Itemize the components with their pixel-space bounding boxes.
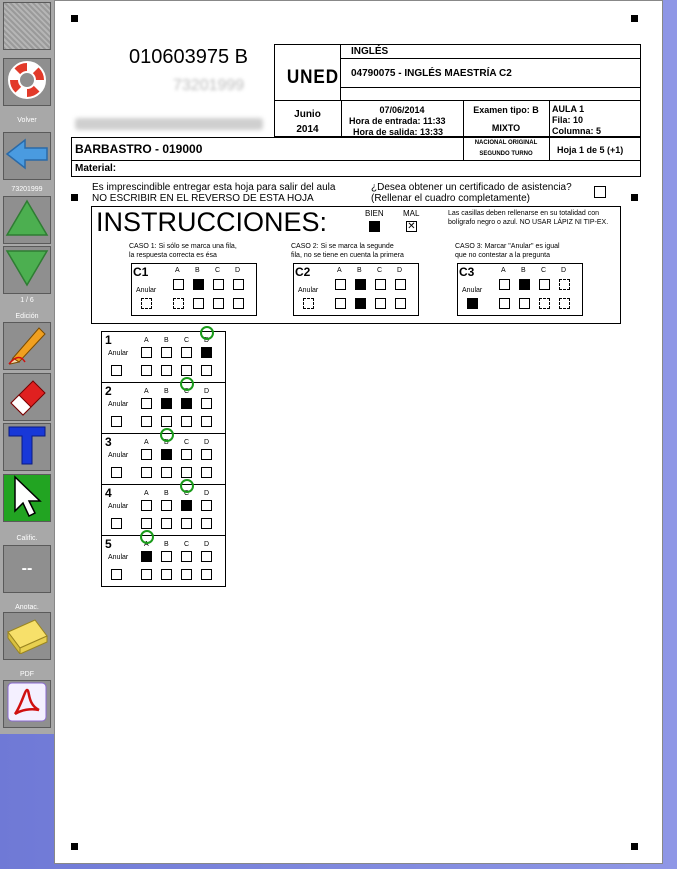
blurred-code: 73201999 [173,77,245,94]
cancel-label: Anular [108,503,129,510]
uned-logo: UNED [286,67,339,88]
sticky-note-icon [5,614,49,659]
example-checkbox [233,279,244,290]
example-case-label: C3 [459,265,475,279]
notes-label: Anotac. [15,604,39,611]
toolbar-sidebar [0,0,55,734]
column-letter: D [204,337,210,344]
answer-checkbox[interactable] [141,347,152,358]
national-1: NACIONAL ORIGINAL [474,140,538,146]
column-letter: C [184,490,190,497]
student-code-label: 73201999 [11,186,43,193]
pencil-tool-button[interactable] [3,322,51,370]
registration-mark [631,843,638,850]
notes-button[interactable] [3,612,51,660]
pdf-icon [5,680,49,729]
example-checkbox [499,298,510,309]
column-letter: B [357,267,362,274]
example-checkbox [193,279,204,290]
question-number: 3 [105,435,112,449]
example-checkbox [213,279,224,290]
answer-checkbox[interactable] [181,398,192,409]
correct-answer-ring [180,479,194,493]
eraser-icon [5,373,49,422]
column-letter: A [144,388,149,395]
example-case-label: C1 [133,265,149,279]
pdf-button[interactable] [3,680,51,728]
column-letter: D [235,267,241,274]
answer-checkbox-second-row[interactable] [201,518,212,529]
answer-checkbox-second-row[interactable] [201,365,212,376]
triangle-down-icon [5,248,49,293]
column-letter: D [204,439,210,446]
eraser-tool-button[interactable] [3,373,51,421]
sheet-number: Hoja 1 de 5 (+1) [557,145,624,155]
answer-checkbox-second-row[interactable] [161,365,172,376]
certificate-checkbox[interactable] [594,186,606,198]
example-checkbox [355,279,366,290]
example-checkbox [335,279,346,290]
subject-short-label: INGLÉS [351,46,389,57]
example-cancel-box [303,298,314,309]
answer-checkbox[interactable] [141,551,152,562]
divider [549,137,550,161]
cancel-checkbox[interactable] [111,518,122,529]
example-case-label: C2 [295,265,311,279]
exam-center: BARBASTRO - 019000 [75,142,203,156]
notice-line-2: NO ESCRIBIR EN EL REVERSO DE ESTA HOJA [92,193,314,204]
column-letter: B [195,267,200,274]
answer-checkbox[interactable] [181,551,192,562]
back-label: Volver [17,117,37,124]
answer-sheet [54,0,663,864]
column-letter: C [184,337,190,344]
divider [341,87,641,88]
cancel-label: Anular [108,350,129,357]
cancel-label: Anular [108,401,129,408]
example-checkbox [233,298,244,309]
subject-full: 04790075 - INGLÉS MAESTRÍA C2 [351,68,512,79]
answer-checkbox[interactable] [201,551,212,562]
example-checkbox [519,298,530,309]
seat-column: Columna: 5 [552,126,602,136]
cursor-arrow-icon [7,474,47,523]
text-t-icon [5,423,49,472]
row-divider [101,484,226,485]
column-letter: C [541,267,547,274]
answer-checkbox-second-row[interactable] [181,416,192,427]
pencil-icon [5,322,49,371]
example-checkbox [375,279,386,290]
page-indicator: 1 / 6 [20,297,34,304]
bad-label: MAL [403,209,420,218]
registration-mark [631,194,638,201]
cancel-label: Anular [108,554,129,561]
row-divider [101,382,226,383]
example-checkbox [173,298,184,309]
answer-checkbox-second-row[interactable] [181,569,192,580]
divider [341,58,641,59]
column-letter: A [337,267,342,274]
cancel-checkbox[interactable] [111,569,122,580]
grade-label: Calific. [16,535,38,542]
pdf-label: PDF [20,671,34,678]
exit-time: Hora de salida: 13:33 [353,127,444,137]
certificate-hint: (Rellenar el cuadro completamente) [371,193,530,204]
answer-checkbox-second-row[interactable] [181,518,192,529]
example-checkbox [559,279,570,290]
answer-checkbox[interactable] [201,398,212,409]
answer-checkbox[interactable] [161,398,172,409]
grip-handle[interactable] [3,2,51,50]
answer-checkbox-second-row[interactable] [161,569,172,580]
question-number: 5 [105,537,112,551]
previous-button[interactable] [3,132,51,180]
page-up-button[interactable] [3,196,51,244]
answer-checkbox-second-row[interactable] [141,467,152,478]
answer-checkbox[interactable] [181,449,192,460]
column-letter: A [144,439,149,446]
cancel-label: Anular [298,287,319,294]
exam-code: 010603975 B [129,46,249,68]
registration-mark [71,15,78,22]
column-letter: A [144,541,149,548]
example-cancel-box [467,298,478,309]
example-checkbox [499,279,510,290]
cancel-checkbox[interactable] [111,467,122,478]
column-letter: A [144,337,149,344]
answer-checkbox[interactable] [161,500,172,511]
exam-mode: MIXTO [491,123,521,133]
certificate-question: ¿Desea obtener un certificado de asistencia? [371,182,572,193]
fill-rules: Las casillas deben rellenarse en su totalidad con bolígrafo negro o azul. NO USAR LÁPIZ NI TIP-EX. [448,210,609,226]
grade-display[interactable]: -- [3,545,51,593]
cancel-checkbox[interactable] [111,365,122,376]
correct-answer-ring [200,326,214,340]
bad-example-box: ✕ [407,221,416,232]
column-letter: D [204,388,210,395]
select-tool-button[interactable] [3,474,51,522]
column-letter: C [184,541,190,548]
example-checkbox [193,298,204,309]
case2-line2: fila, no se tiene en cuenta la primera [291,252,404,259]
example-checkbox [213,298,224,309]
example-checkbox [173,279,184,290]
material-label: Material: [75,163,117,174]
example-checkbox [539,279,550,290]
session: Junio [294,109,321,120]
exam-type: Examen tipo: B [473,105,539,115]
divider [549,100,550,137]
answer-checkbox[interactable] [141,500,152,511]
good-label: BIEN [365,209,384,218]
question-number: 1 [105,333,112,347]
answer-checkbox-second-row[interactable] [181,365,192,376]
cancel-label: Anular [462,287,483,294]
column-letter: B [521,267,526,274]
answer-checkbox[interactable] [141,449,152,460]
column-letter: C [184,439,190,446]
example-checkbox [519,279,530,290]
good-example-box [369,221,380,232]
cancel-checkbox[interactable] [111,416,122,427]
question-number: 4 [105,486,112,500]
correct-answer-ring [180,377,194,391]
correct-answer-ring [160,428,174,442]
answer-checkbox-second-row[interactable] [181,467,192,478]
seat-row: Fila: 10 [552,115,584,125]
column-letter: D [204,490,210,497]
column-letter: C [215,267,221,274]
edit-label: Edición [15,313,39,320]
answer-checkbox-second-row[interactable] [141,365,152,376]
correct-answer-ring [140,530,154,544]
material-row [71,161,641,177]
answer-checkbox[interactable] [141,398,152,409]
answer-checkbox[interactable] [201,347,212,358]
year: 2014 [296,124,319,135]
example-cancel-box [141,298,152,309]
row-divider [101,535,226,536]
registration-mark [71,843,78,850]
exam-date: 07/06/2014 [379,105,425,115]
example-checkbox [395,298,406,309]
answer-checkbox-second-row[interactable] [161,416,172,427]
text-tool-button[interactable] [3,423,51,471]
answer-checkbox-second-row[interactable] [141,416,152,427]
column-letter: A [501,267,506,274]
answer-checkbox[interactable] [181,500,192,511]
column-letter: B [164,541,169,548]
room: AULA 1 [552,104,585,114]
instructions-title: INSTRUCCIONES: [96,207,328,237]
back-button[interactable] [3,58,51,106]
example-checkbox [335,298,346,309]
example-checkbox [355,298,366,309]
blurred-student-name [75,118,263,130]
case3-line1: CASO 3: Marcar "Anular" es igual [455,243,560,250]
question-number: 2 [105,384,112,398]
registration-mark [631,15,638,22]
column-letter: B [164,337,169,344]
example-checkbox [375,298,386,309]
answer-checkbox-second-row[interactable] [201,569,212,580]
notice-line-1: Es imprescindible entregar esta hoja para salir del aula [92,182,336,193]
answer-checkbox-second-row[interactable] [161,467,172,478]
answer-checkbox-second-row[interactable] [161,518,172,529]
cancel-label: Anular [136,287,157,294]
case1-line1: CASO 1: Si sólo se marca una fila, [129,243,237,250]
registration-mark [71,194,78,201]
answer-checkbox-second-row[interactable] [141,518,152,529]
case2-line1: CASO 2: Si se marca la segunde [291,243,394,250]
column-letter: D [561,267,567,274]
cancel-label: Anular [108,452,129,459]
page-down-button[interactable] [3,246,51,294]
column-letter: B [164,388,169,395]
column-letter: B [164,439,169,446]
column-letter: A [144,490,149,497]
column-letter: B [164,490,169,497]
answer-checkbox-second-row[interactable] [141,569,152,580]
example-checkbox [559,298,570,309]
column-letter: A [175,267,180,274]
case1-line2: la respuesta correcta es ésa [129,252,217,259]
answer-checkbox[interactable] [161,551,172,562]
answer-checkbox[interactable] [201,449,212,460]
answer-checkbox[interactable] [161,347,172,358]
divider [274,100,641,101]
case3-line2: que no contestar a la pregunta [455,252,550,259]
triangle-up-icon [5,198,49,243]
national-2: SEGUNDO TURNO [479,151,533,157]
logo-cell [274,44,341,100]
arrow-left-icon [5,137,49,176]
column-letter: C [377,267,383,274]
column-letter: D [204,541,210,548]
answer-checkbox[interactable] [161,449,172,460]
lifebuoy-icon [6,59,48,106]
answer-checkbox-second-row[interactable] [201,467,212,478]
column-letter: C [184,388,190,395]
column-letter: D [397,267,403,274]
example-checkbox [395,279,406,290]
answer-checkbox[interactable] [181,347,192,358]
answer-checkbox[interactable] [201,500,212,511]
example-checkbox [539,298,550,309]
answer-checkbox-second-row[interactable] [201,416,212,427]
entry-time: Hora de entrada: 11:33 [349,116,446,126]
